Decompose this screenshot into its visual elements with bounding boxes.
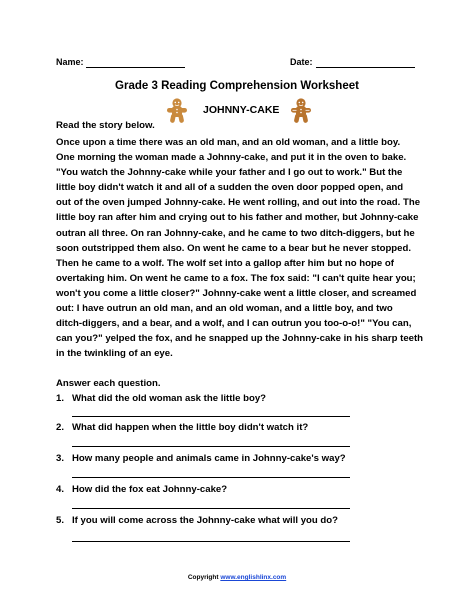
story-line: outran all three. On ran Johnny-cake, and he came to two ditch-diggers, but he	[56, 227, 415, 239]
story-line: ditch-diggers, and a bear, and a wolf, and I can outrun you too-o-o!" "You can,	[56, 318, 412, 330]
question-number: 5.	[56, 515, 65, 526]
question-4	[56, 484, 227, 495]
copyright-footer	[0, 574, 474, 581]
story-line: "You watch the Johnny-cake while your father and I go out to work." But the	[56, 167, 403, 179]
question-text: If you will come across the Johnny-cake what will you do?	[72, 515, 339, 526]
story-line: overtaking him. On went he came to a fox. The fox said: "I can't quite hear you;	[56, 272, 416, 284]
story-line: One morning the woman made a Johnny-cake, and put it in the oven to bake.	[56, 152, 407, 164]
name-field[interactable]	[86, 67, 185, 68]
story-line: can you?" yelped the fox, and he snapped up the Johnny-cake in his sharp teeth	[56, 333, 424, 345]
story-line: Then he came to a wolf. The wolf set into a gallop after him but no hope of	[56, 257, 394, 269]
answer-line-2[interactable]	[72, 446, 350, 447]
gingerbread-man-icon	[166, 98, 188, 124]
story-line: Once upon a time there was an old man, and an old woman, and a little boy.	[56, 137, 401, 148]
date-label: Date:	[290, 57, 313, 67]
story-line: won't you come a little closer?" Johnny-cake went a little closer, and screamed	[56, 287, 417, 299]
story-line: soon outstripped them also. On went he came to a bear but he never stopped.	[56, 242, 412, 254]
worksheet-title: Grade 3 Reading Comprehension Worksheet	[115, 80, 359, 92]
question-text: What did happen when the little boy didn't watch it?	[72, 422, 309, 433]
copyright-label: Copyright	[187, 574, 219, 581]
question-number: 1.	[56, 393, 65, 404]
story-instruction: Read the story below.	[56, 120, 155, 131]
questions-instruction: Answer each question.	[56, 378, 161, 389]
answer-line-1[interactable]	[72, 416, 350, 417]
question-1	[56, 393, 266, 404]
question-number: 4.	[56, 484, 65, 495]
gingerbread-man-icon	[290, 98, 312, 124]
name-label: Name:	[56, 57, 84, 67]
story-line: out of the oven jumped Johnny-cake. He went rolling, and out into the road. The	[56, 197, 421, 209]
story-title: JOHNNY-CAKE	[203, 104, 280, 116]
question-number: 2.	[56, 422, 65, 433]
story-text	[56, 135, 422, 361]
answer-line-5[interactable]	[72, 541, 350, 542]
question-text: How many people and animals came in Johnny-cake's way?	[72, 453, 346, 464]
site-link[interactable]: www.englishlinx.com	[220, 574, 287, 581]
question-2	[56, 422, 308, 433]
story-line: little boy ran after him and crying out to his father and mother, but Johnny-cake	[56, 212, 419, 224]
question-number: 3.	[56, 453, 65, 464]
answer-line-3[interactable]	[72, 477, 350, 478]
answer-line-4[interactable]	[72, 508, 350, 509]
question-5	[56, 515, 338, 526]
story-line: in the twinkling of an eye.	[56, 348, 173, 360]
question-3	[56, 453, 346, 464]
story-line: little boy didn't watch it and all of a sudden the oven door popped open, and	[56, 182, 404, 194]
story-line: out: I have outrun an old man, and an old woman, and a little boy, and two	[56, 303, 393, 315]
question-text: What did the old woman ask the little boy?	[72, 393, 267, 404]
date-field[interactable]	[316, 67, 415, 68]
question-text: How did the fox eat Johnny-cake?	[72, 484, 228, 495]
